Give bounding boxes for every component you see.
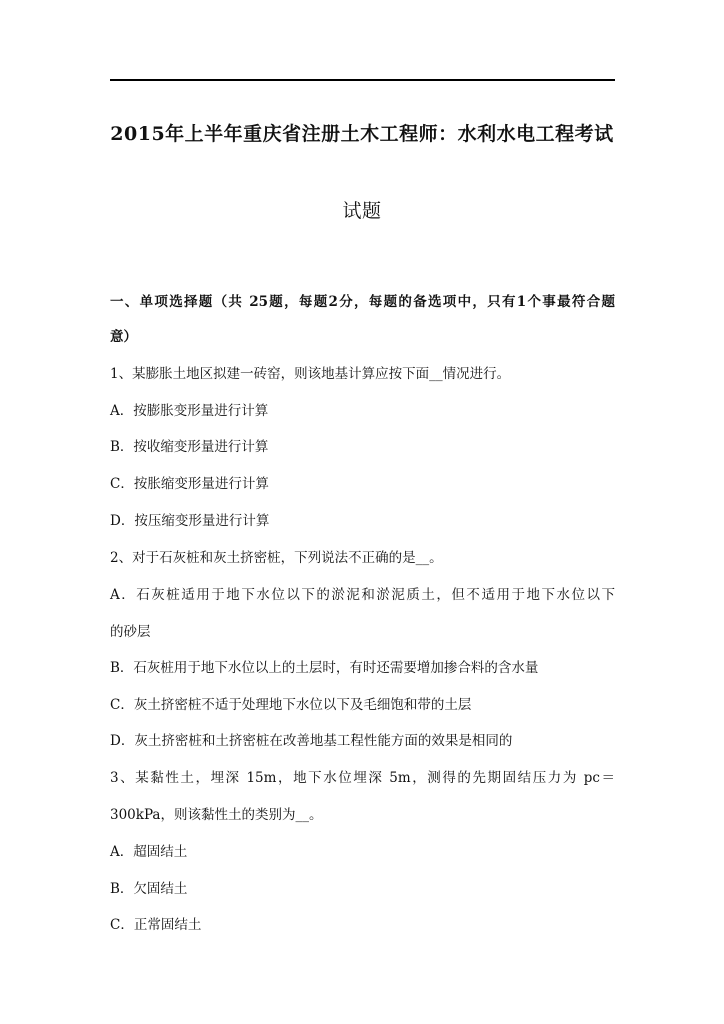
section-heading: 一、单项选择题（共 25题，每题2分，每题的备选项中，只有1个事最符合题 (110, 294, 615, 310)
question-2-stem: 2、对于石灰桩和灰土挤密桩，下列说法不正确的是__。 (110, 550, 443, 566)
question-1-stem: 1、某膨胀土地区拟建一砖窑，则该地基计算应按下面__情况进行。 (110, 366, 511, 382)
question-3-stem-cont: 300kPa，则该黏性土的类别为__。 (110, 807, 323, 823)
question-2-option-a: A．石灰桩适用于地下水位以下的淤泥和淤泥质土，但不适用于地下水位以下 (110, 587, 615, 603)
document-title-line2: 试题 (342, 200, 382, 222)
document-title: 2015年上半年重庆省注册土木工程师：水利水电工程考试 (110, 123, 614, 145)
header-rule (110, 79, 615, 81)
question-3-option-a: A．超固结土 (110, 844, 188, 860)
question-1-option-a: A．按膨胀变形量进行计算 (110, 403, 269, 419)
question-1-option-c: C．按胀缩变形量进行计算 (110, 476, 269, 492)
question-3-option-c: C．正常固结土 (110, 917, 202, 933)
question-3-stem: 3、某黏性土，埋深 15m，地下水位埋深 5m，测得的先期固结压力为 pc＝ (110, 770, 615, 786)
question-2-option-b: B．石灰桩用于地下水位以上的土层时，有时还需要增加掺合料的含水量 (110, 660, 539, 676)
section-heading-cont: 意） (110, 329, 137, 345)
question-1-option-d: D．按压缩变形量进行计算 (110, 513, 270, 529)
question-1-option-b: B．按收缩变形量进行计算 (110, 439, 269, 455)
question-2-option-c: C．灰土挤密桩不适于处理地下水位以下及毛细饱和带的土层 (110, 697, 472, 713)
question-2-option-d: D．灰土挤密桩和土挤密桩在改善地基工程性能方面的效果是相同的 (110, 733, 513, 749)
question-2-option-a-cont: 的砂层 (110, 624, 151, 640)
question-3-option-b: B．欠固结土 (110, 881, 188, 897)
